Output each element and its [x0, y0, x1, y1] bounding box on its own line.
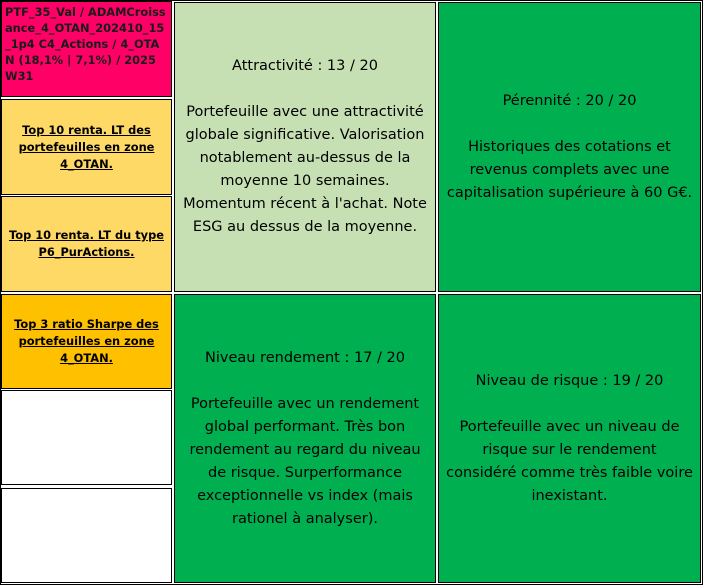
perennite-cell — [438, 2, 701, 292]
left-column — [1, 1, 172, 584]
risque-heading: Niveau de risque : 19 / 20 — [475, 372, 664, 389]
perennite-heading: Pérennité : 20 / 20 — [502, 92, 637, 109]
rendement-text: Portefeuille avec un rendement global performant. Très bon rendement au regard du niveau de risque. Surperformance exceptionnelle vs index (mais rationel à analyser). — [189, 395, 421, 527]
rendement-heading: Niveau rendement : 17 / 20 — [205, 349, 405, 366]
ranking-empty-1 — [1, 390, 172, 485]
rendement-cell — [174, 294, 436, 583]
ranking-top10-zone: Top 10 renta. LT des portefeuilles en zone 4_OTAN. — [1, 99, 172, 195]
attractivite-heading: Attractivité : 13 / 20 — [232, 58, 378, 74]
attractivite-cell — [174, 2, 436, 292]
portfolio-title: PTF_35_Val / ADAMCroissance_4_OTAN_202410_15_1p4 C4_Actions / 4_OTAN (18,1% | 7,1%) / 2025W31 — [1, 1, 172, 97]
perennite-text: Historiques des cotations et revenus complets avec une capitalisation supérieure à 60 G€. — [446, 138, 693, 201]
ranking-top10-type: Top 10 renta. LT du type P6_PurActions. — [1, 196, 172, 292]
ranking-empty-2 — [1, 488, 172, 583]
risque-cell — [438, 294, 701, 583]
attractivite-text: Portefeuille avec une attractivité globale significative. Valorisation notablement au-dessus de la moyenne 10 semaines. Momentum récent à l'achat. Note ESG au dessus de la moyenne. — [183, 104, 427, 235]
risque-text: Portefeuille avec un niveau de risque sur le rendement considéré comme très faible voire inexistant. — [446, 418, 693, 504]
ranking-top3-sharpe: Top 3 ratio Sharpe des portefeuilles en zone 4_OTAN. — [1, 294, 172, 389]
